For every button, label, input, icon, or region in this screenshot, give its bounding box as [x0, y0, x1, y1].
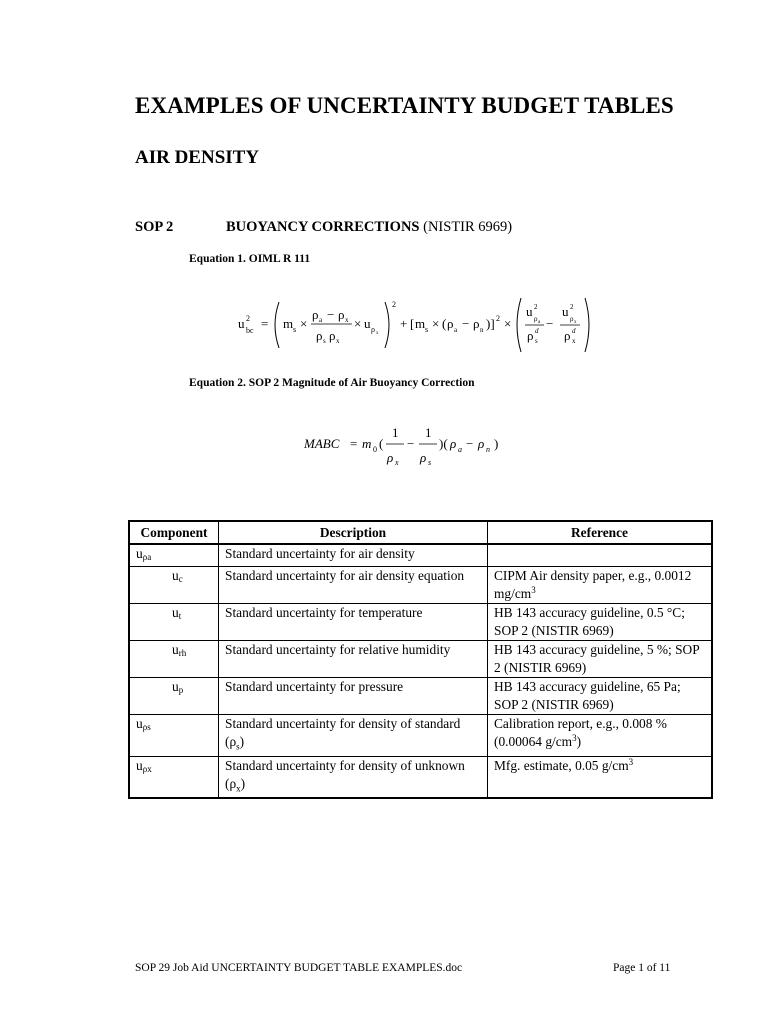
eq1-ms2-sub: s [425, 325, 429, 334]
eq1-paren-right [385, 302, 389, 348]
eq1-ms: m [283, 316, 294, 331]
section-heading [226, 219, 512, 236]
eq1-outer-sq: 2 [392, 300, 396, 309]
header-description: Description [219, 521, 488, 544]
component-symbol-subscript: c [178, 574, 183, 584]
reference-cell [488, 678, 713, 715]
component-cell [129, 715, 219, 757]
page-title: EXAMPLES OF UNCERTAINTY BUDGET TABLES [135, 93, 674, 118]
eq1-den-rho-x: ρ [329, 328, 336, 343]
uncertainty-budget-table [128, 520, 713, 799]
reference-text: CIPM Air density paper, e.g., 0.0012 mg/cm [494, 568, 692, 601]
description-text: Standard uncertainty for air density equation [225, 568, 465, 583]
table-row [129, 641, 712, 678]
eq1-sub-a2: a [454, 326, 458, 334]
description-end: ) [240, 775, 246, 791]
eq2-sub-x: x [395, 458, 399, 467]
eq1-bracket-open: [ [410, 316, 415, 331]
eq1-paren-open2: ( [442, 316, 447, 331]
eq2-rho-s: ρ [420, 450, 427, 465]
eq2-sub-a: a [458, 445, 462, 454]
component-symbol [136, 678, 183, 699]
header-component: Component [129, 521, 219, 544]
eq1-times1: × [300, 316, 308, 331]
eq2-sub-s: s [428, 458, 432, 467]
eq1-lhs-sub: bc [246, 326, 254, 335]
eq1-times4: × [504, 316, 512, 331]
description-text: Standard uncertainty for density of unknown (ρ [225, 757, 465, 791]
reference-cell [488, 641, 713, 678]
description-cell [219, 641, 488, 678]
component-symbol [136, 758, 152, 773]
eq2-m0: m [362, 436, 372, 451]
component-symbol [136, 567, 183, 588]
reference-text: Calibration report, e.g., 0.008 % (0.00064 g/cm [494, 716, 667, 749]
description-subscript: s [236, 741, 240, 752]
description-text: Standard uncertainty for air density [225, 546, 415, 561]
eq1-minus2: − [462, 316, 470, 331]
reference-text: HB 143 accuracy guideline, 65 Pa; SOP 2 (NISTIR 6969) [494, 679, 681, 712]
eq1-paren-close2: )] [486, 316, 495, 331]
table-row [129, 544, 712, 567]
eq1-lhs-sup: 2 [246, 314, 250, 323]
component-symbol-subscript: t [178, 611, 182, 621]
eq2-paren-close: ) [494, 436, 499, 451]
eq1-times3: × [432, 316, 440, 331]
section-reference: (NISTIR 6969) [423, 219, 513, 235]
component-symbol-subscript: p [178, 685, 184, 695]
equation1-label: Equation 1. OIML R 111 [189, 253, 311, 265]
eq1-lhs: u [238, 316, 245, 331]
eq2-minus2: − [466, 436, 474, 451]
component-symbol [136, 641, 186, 662]
component-cell [129, 641, 219, 678]
reference-text: Mfg. estimate, 0.05 g/cm [494, 757, 629, 773]
eq1-den-rho-s: ρ [316, 328, 323, 343]
description-cell [219, 756, 488, 798]
eq2-rho-a: ρ [450, 436, 457, 451]
eq2-sub-n: n [486, 445, 490, 454]
eq1-rho-s-d-sup: d [535, 327, 539, 335]
description-cell [219, 544, 488, 567]
reference-superscript: 3 [531, 585, 536, 595]
eq2-one-a: 1 [392, 425, 399, 440]
eq2-paren-open: ( [379, 436, 384, 451]
reference-cell [488, 756, 713, 798]
eq1-rho-x-d-sup: d [572, 327, 576, 335]
eq1-times2: × [354, 316, 362, 331]
eq2-paren-mid: )( [439, 436, 448, 451]
component-symbol-base: u [172, 679, 179, 694]
eq1-u-rho-x-sub: ρ [570, 315, 574, 323]
eq1-u-sub-x: x [376, 331, 379, 336]
reference-superscript: 3 [572, 733, 577, 743]
description-cell [219, 567, 488, 604]
table-row [129, 604, 712, 641]
component-symbol-base: u [172, 568, 179, 583]
component-symbol-base: u [172, 642, 179, 657]
eq1-u-rho-a-sub: ρ [534, 315, 538, 323]
eq1-u-sub-rho: ρ [371, 325, 375, 334]
equation2-formula [300, 420, 520, 472]
component-symbol-base: u [136, 546, 143, 561]
eq1-u-rho-x: u [562, 304, 569, 319]
component-cell [129, 678, 219, 715]
section-subtitle: AIR DENSITY [135, 147, 260, 168]
eq1-num-sub-x: x [345, 316, 349, 324]
reference-cell [488, 544, 713, 567]
description-end: ) [239, 734, 245, 749]
table-row [129, 678, 712, 715]
eq1-u-rho-a: u [526, 304, 533, 319]
eq1-u-rho-a-sq: 2 [534, 303, 538, 311]
component-symbol-base: u [136, 757, 143, 773]
eq2-rho-x: ρ [387, 450, 394, 465]
component-cell [129, 544, 219, 567]
equation1-formula [230, 290, 610, 356]
eq1-equals: = [261, 316, 269, 331]
reference-cell [488, 567, 713, 604]
component-symbol-base: u [136, 716, 143, 731]
eq1-minus3: − [546, 316, 554, 331]
table-row [129, 715, 712, 757]
footer-page-number: Page 1 of 11 [613, 962, 671, 974]
table-row [129, 567, 712, 604]
eq1-num-rho-x: ρ [338, 307, 345, 322]
eq1-ms2: m [415, 316, 426, 331]
eq1-rho-x-d: ρ [564, 328, 571, 343]
eq1-num-sub-a: a [319, 316, 323, 324]
eq1-plus: + [400, 316, 408, 331]
eq1-bracket-sq: 2 [496, 314, 500, 323]
footer-filename: SOP 29 Job Aid UNCERTAINTY BUDGET TABLE EXAMPLES.doc [135, 962, 463, 974]
eq2-lhs: MABC [304, 436, 340, 451]
reference-end: ) [576, 734, 582, 749]
eq1-u: u [364, 316, 371, 331]
description-cell [219, 604, 488, 641]
eq1-paren-right2 [585, 298, 589, 352]
eq1-num-minus: − [327, 307, 335, 322]
eq1-paren-left2 [517, 298, 521, 352]
eq1-ms-sub: s [293, 325, 297, 334]
description-subscript: x [236, 783, 241, 794]
component-symbol-subscript: ρx [142, 763, 152, 774]
eq1-paren-left [275, 302, 279, 348]
eq1-rho-s-d: ρ [527, 328, 534, 343]
component-symbol [136, 604, 181, 625]
component-symbol-subscript: rh [178, 648, 187, 658]
reference-text: HB 143 accuracy guideline, 0.5 °C; SOP 2 (NISTIR 6969) [494, 605, 685, 638]
reference-cell [488, 715, 713, 757]
eq1-rho-s-d-sub: s [535, 337, 538, 345]
reference-text: HB 143 accuracy guideline, 5 %; SOP 2 (NISTIR 6969) [494, 642, 700, 675]
table-row [129, 756, 712, 798]
table-body [129, 544, 712, 798]
eq1-den-sub-x: x [336, 337, 340, 345]
header-reference: Reference [488, 521, 713, 544]
eq1-den-sub-s: s [323, 337, 326, 345]
eq2-minus1: − [407, 436, 415, 451]
eq2-m0-sub: 0 [373, 445, 377, 454]
description-text: Standard uncertainty for temperature [225, 605, 423, 620]
eq1-u-rho-a-sub2: a [538, 320, 541, 325]
eq2-equals: = [350, 436, 358, 451]
eq2-rho-n: ρ [478, 436, 485, 451]
component-cell [129, 567, 219, 604]
description-text: Standard uncertainty for density of standard (ρ [225, 716, 461, 749]
table-header-row [129, 521, 712, 544]
eq1-rho-x-d-sub: x [572, 337, 576, 345]
eq1-u-rho-x-sub2: x [574, 320, 577, 325]
description-text: Standard uncertainty for pressure [225, 679, 404, 694]
eq1-u-rho-x-sq: 2 [570, 303, 574, 311]
component-symbol-subscript: ρs [142, 722, 151, 732]
description-cell [219, 678, 488, 715]
sop-number: SOP 2 [135, 219, 174, 235]
component-symbol-subscript: ρa [142, 552, 152, 562]
equation2-label: Equation 2. SOP 2 Magnitude of Air Buoyancy Correction [189, 377, 475, 389]
component-symbol-base: u [172, 605, 179, 620]
reference-superscript: 3 [628, 756, 634, 767]
description-cell [219, 715, 488, 757]
component-cell [129, 756, 219, 798]
reference-cell [488, 604, 713, 641]
component-cell [129, 604, 219, 641]
eq1-sub-n: n [480, 326, 484, 334]
component-symbol [136, 546, 151, 561]
component-symbol [136, 716, 151, 731]
description-text: Standard uncertainty for relative humidity [225, 642, 451, 657]
eq1-num-rho-a: ρ [312, 307, 319, 322]
eq1-rho-a2: ρ [447, 316, 454, 331]
eq2-one-b: 1 [425, 425, 432, 440]
section-heading-text: BUOYANCY CORRECTIONS [226, 219, 420, 235]
eq1-rho-n: ρ [473, 316, 480, 331]
